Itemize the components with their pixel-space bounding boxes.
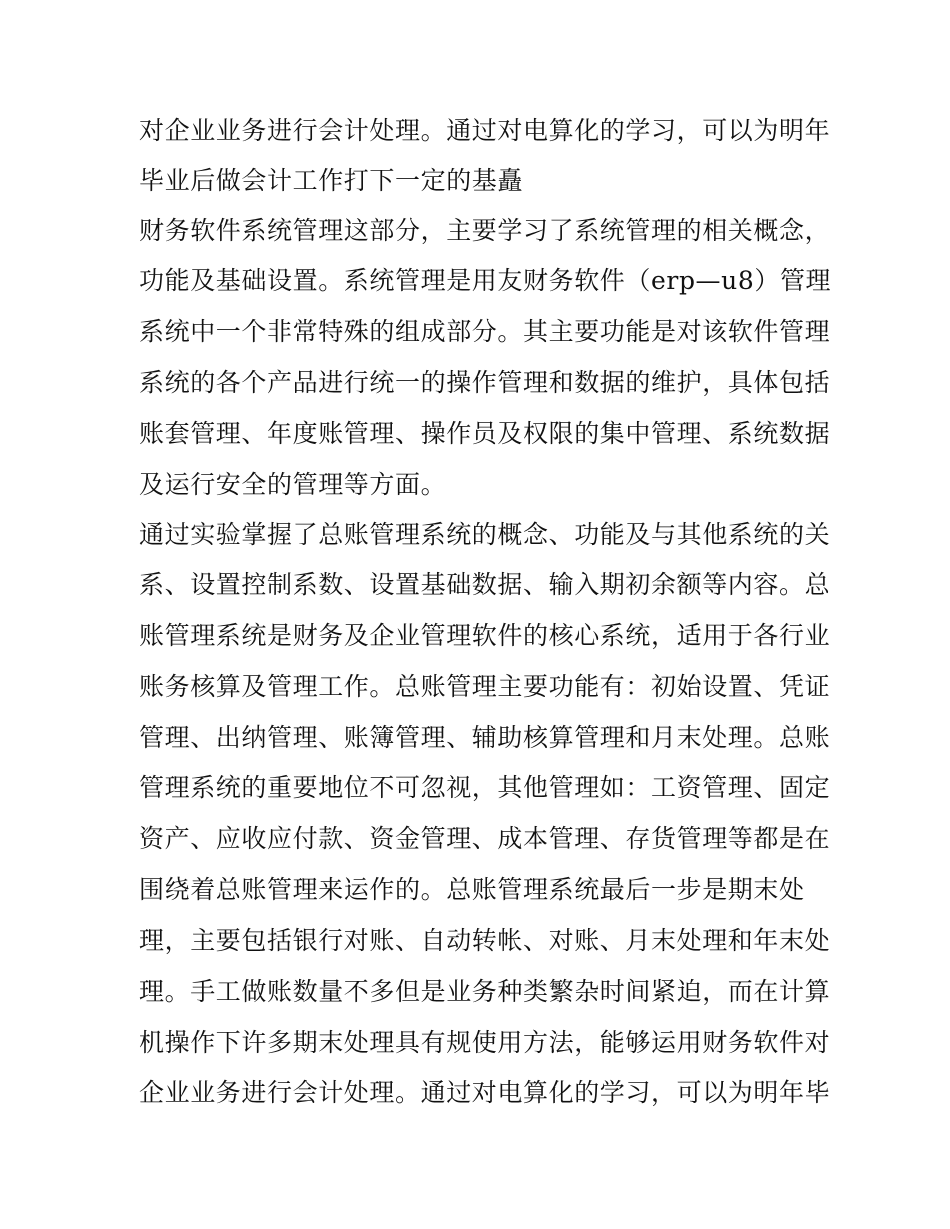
text-line: 理，主要包括银行对账、自动转帐、对账、月末处理和年末处 (139, 926, 831, 955)
text-line: 系统的各个产品进行统一的操作管理和数据的维护，具体包括 (139, 368, 831, 397)
text-line: 系统中一个非常特殊的组成部分。其主要功能是对该软件管理 (139, 317, 831, 346)
text-line: 账务核算及管理工作。总账管理主要功能有：初始设置、凭证 (139, 672, 831, 701)
text-line: 管理系统的重要地位不可忽视，其他管理如：工资管理、固定 (139, 773, 831, 802)
text-line: 企业业务进行会计处理。通过对电算化的学习，可以为明年毕 (139, 1078, 831, 1107)
text-line: 通过实验掌握了总账管理系统的概念、功能及与其他系统的关 (139, 520, 831, 549)
text-line: 财务软件系统管理这部分，主要学习了系统管理的相关概念， (139, 216, 831, 245)
text-line: 功能及基础设置。系统管理是用友财务软件（erp—u8）管理 (139, 266, 832, 295)
text-line: 及运行安全的管理等方面。 (139, 470, 447, 499)
text-line: 资产、应收应付款、资金管理、成本管理、存货管理等都是在 (139, 824, 831, 853)
text-line: 机操作下许多期末处理具有规使用方法，能够运用财务软件对 (139, 1028, 831, 1057)
text-line: 管理、出纳管理、账簿管理、辅助核算管理和月末处理。总账 (139, 723, 831, 752)
text-line: 围绕着总账管理来运作的。总账管理系统最后一步是期末处 (139, 875, 805, 904)
text-line: 账套管理、年度账管理、操作员及权限的集中管理、系统数据 (139, 419, 831, 448)
text-line: 理。手工做账数量不多但是业务种类繁杂时间紧迫，而在计算 (139, 977, 831, 1006)
text-line: 毕业后做会计工作打下一定的基矗 (139, 166, 524, 195)
text-line: 系、设置控制系数、设置基础数据、输入期初余额等内容。总 (139, 570, 831, 599)
text-line: 账管理系统是财务及企业管理软件的核心系统，适用于各行业 (139, 621, 831, 650)
text-line: 对企业业务进行会计处理。通过对电算化的学习，可以为明年 (139, 116, 831, 145)
